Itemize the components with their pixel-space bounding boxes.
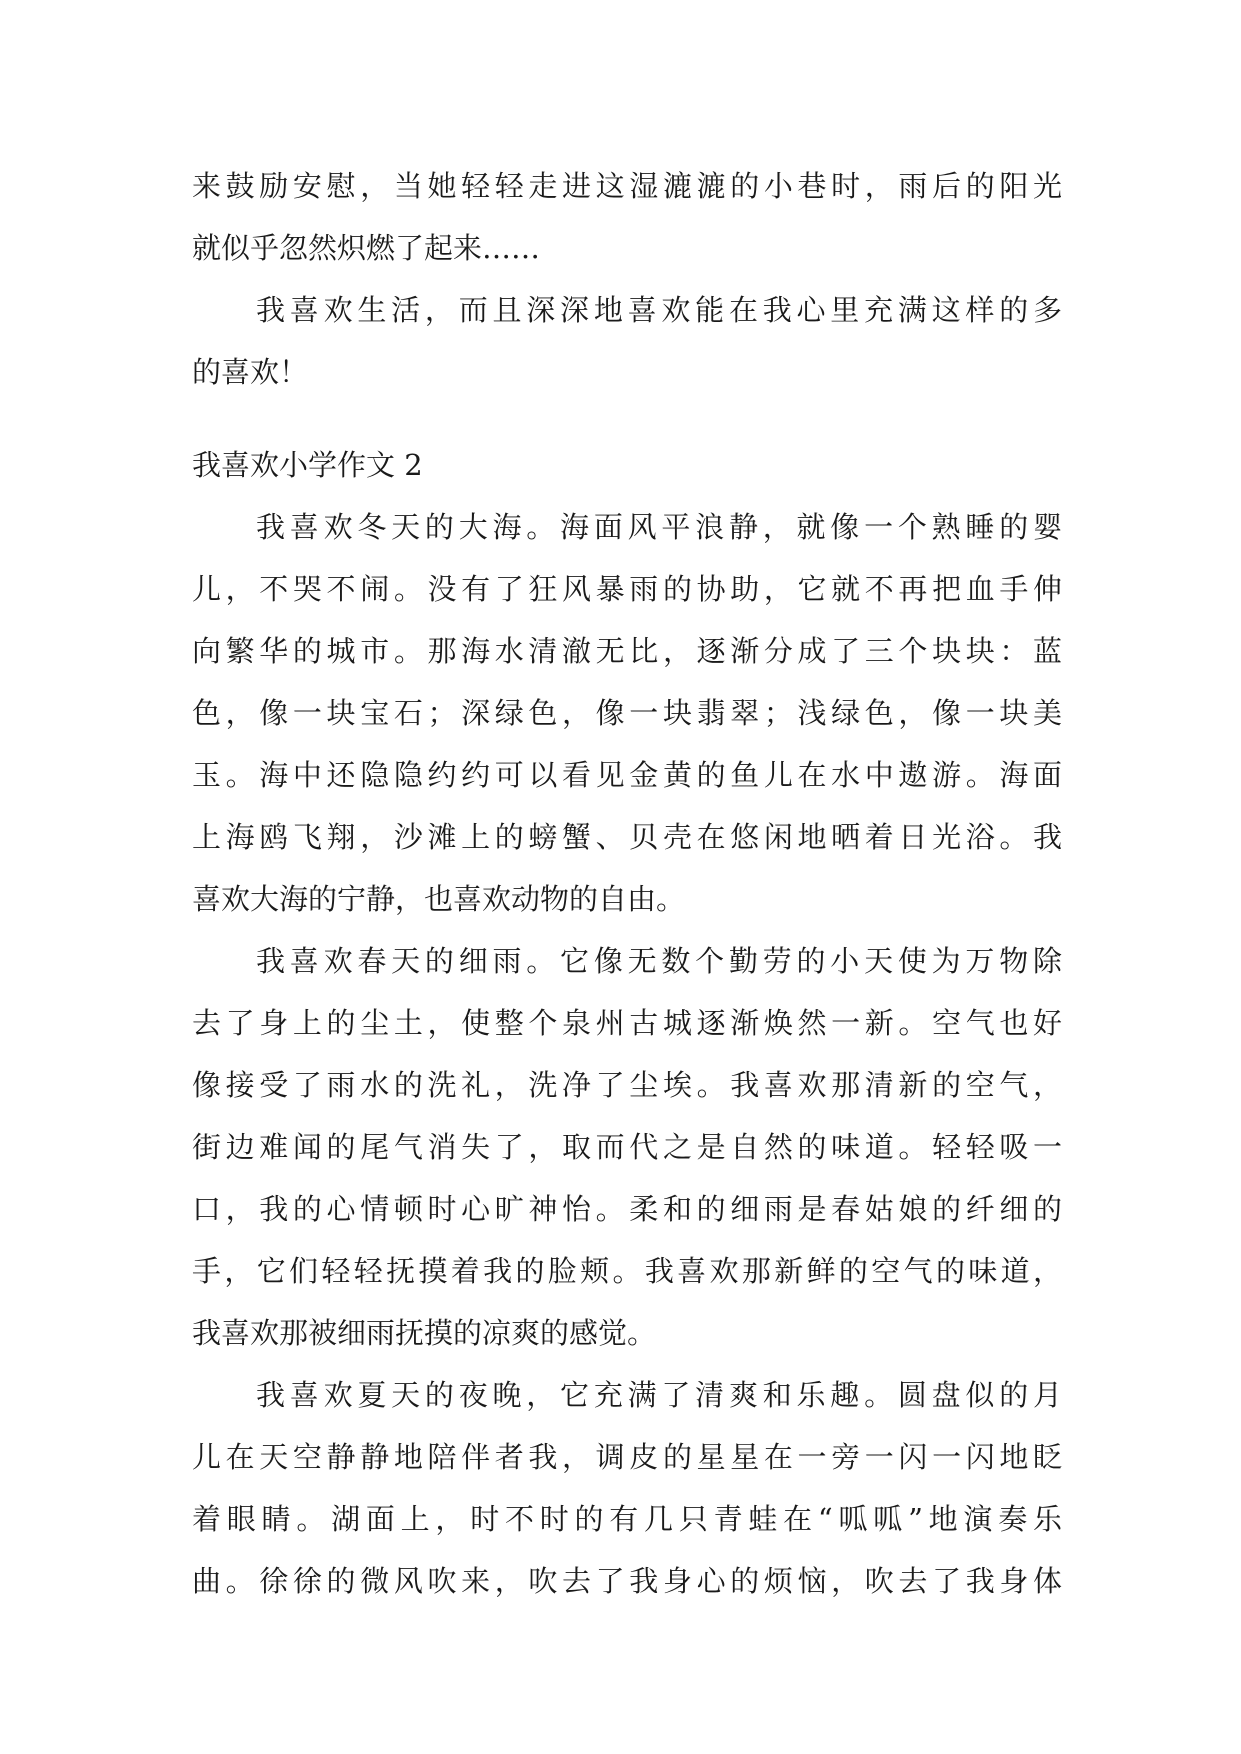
text-line: 我喜欢那被细雨抚摸的凉爽的感觉。 bbox=[192, 1316, 657, 1350]
text-line: 上海鸥飞翔，沙滩上的螃蟹、贝壳在悠闲地晒着日光浴。我 bbox=[192, 820, 1062, 854]
text-line: 着眼睛。湖面上，时不时的有几只青蛙在“呱呱”地演奏乐 bbox=[192, 1502, 1062, 1536]
text-line: 街边难闻的尾气消失了，取而代之是自然的味道。轻轻吸一 bbox=[192, 1130, 1062, 1164]
text-line: 儿在天空静静地陪伴者我，调皮的星星在一旁一闪一闪地眨 bbox=[192, 1440, 1062, 1474]
text-line: 色，像一块宝石；深绿色，像一块翡翠；浅绿色，像一块美 bbox=[192, 696, 1062, 730]
text-line: 我喜欢夏天的夜晚，它充满了清爽和乐趣。圆盘似的月 bbox=[256, 1378, 1062, 1412]
paragraph-winter-sea bbox=[192, 496, 1062, 930]
paragraph-spring-rain bbox=[192, 930, 1062, 1364]
text-line: 曲。徐徐的微风吹来，吹去了我身心的烦恼，吹去了我身体 bbox=[192, 1564, 1062, 1598]
text-line: 向繁华的城市。那海水清澈无比，逐渐分成了三个块块：蓝 bbox=[192, 634, 1062, 668]
document-body bbox=[192, 155, 1062, 1612]
text-line: 去了身上的尘土，使整个泉州古城逐渐焕然一新。空气也好 bbox=[192, 1006, 1062, 1040]
text-line: 我喜欢冬天的大海。海面风平浪静，就像一个熟睡的婴 bbox=[256, 510, 1062, 544]
text-line: 我喜欢生活，而且深深地喜欢能在我心里充满这样的多 bbox=[256, 293, 1062, 327]
text-line: 的喜欢！ bbox=[192, 355, 309, 389]
closing-paragraph bbox=[192, 279, 1062, 403]
text-line: 玉。海中还隐隐约约可以看见金黄的鱼儿在水中遨游。海面 bbox=[192, 758, 1062, 792]
paragraph-summer-night bbox=[192, 1364, 1062, 1612]
text-line: 口，我的心情顿时心旷神怡。柔和的细雨是春姑娘的纤细的 bbox=[192, 1192, 1062, 1226]
section-heading: 我喜欢小学作文 2 bbox=[192, 448, 423, 482]
text-line: 我喜欢春天的细雨。它像无数个勤劳的小天使为万物除 bbox=[256, 944, 1062, 978]
text-line: 儿，不哭不闹。没有了狂风暴雨的协助，它就不再把血手伸 bbox=[192, 572, 1062, 606]
text-line: 就似乎忽然炽燃了起来…… bbox=[192, 231, 541, 265]
text-line: 像接受了雨水的洗礼，洗净了尘埃。我喜欢那清新的空气， bbox=[192, 1068, 1062, 1102]
intro-paragraph bbox=[192, 155, 1062, 279]
text-line: 手，它们轻轻抚摸着我的脸颊。我喜欢那新鲜的空气的味道， bbox=[192, 1254, 1062, 1288]
text-line: 喜欢大海的宁静，也喜欢动物的自由。 bbox=[192, 882, 686, 916]
text-line: 来鼓励安慰，当她轻轻走进这湿漉漉的小巷时，雨后的阳光 bbox=[192, 169, 1062, 203]
